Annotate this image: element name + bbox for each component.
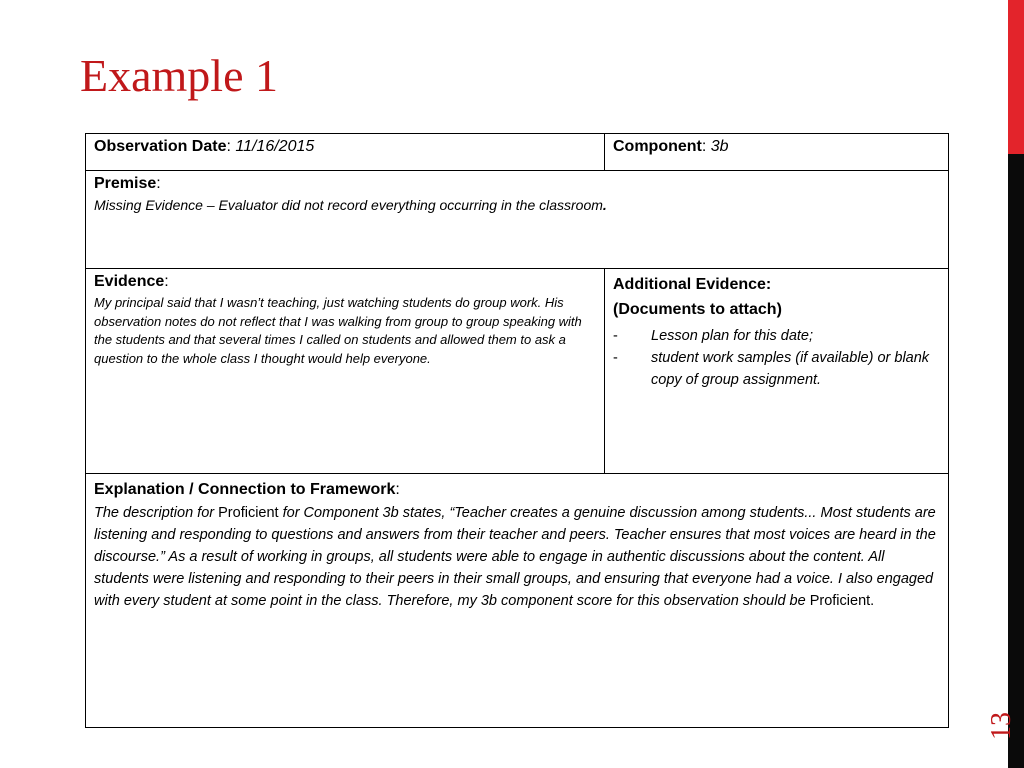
observation-date-value: 11/16/2015 [235,138,315,155]
documents-label: (Documents to attach) [613,301,782,318]
premise-cell: Premise: Missing Evidence – Evaluator did not record everything occurring in the classroom. [86,171,949,269]
component-value: 3b [710,138,729,155]
component-label: Component [613,138,702,155]
evidence-cell: Evidence: My principal said that I wasn’t teaching, just watching students do group work. His observation notes do not reflect that I was walking from group to group speaking with the students and that several times I called on students and allowed them to ask a question to the whole class I thought would help everyone. [86,269,605,474]
sidebar-bar [1008,154,1024,768]
explanation-cell: Explanation / Connection to Framework: The description for Proficient for Component 3b states, “Teacher creates a genuine discussion among students... Most students are listening and responding to questions and answers from their teacher and peers. Teacher ensures that most voices are heard in the discourse.” As a result of working in groups, all students were able to engage in authentic discussions about the content. All students were listening and responding to their peers in their small groups, and ensuring that everyone had a voice. I also engaged with every student at some point in the class. Therefore, my 3b component score for this observation should be Proficient. [86,474,949,728]
component-cell: Component: 3b [605,134,949,171]
slide-title: Example 1 [80,50,278,101]
accent-bar [1008,0,1024,154]
observation-table [85,133,949,728]
list-item: - Lesson plan for this date; [613,328,814,344]
explanation-label: Explanation / Connection to Framework [94,481,396,498]
explanation-text: The description for Proficient for Component 3b states, “Teacher creates a genuine discussion among students... Most students are listening and responding to questions and answers from their teacher and peers. Teacher ensures that most voices are heard in the discourse.” As a result of working in groups, all students were able to engage in authentic discussions about the content. All students were listening and responding to their peers in their small groups, and ensuring that everyone had a voice. I also engaged with every student at some point in the class. Therefore, my 3b component score for this observation should be Proficient. [94,505,936,609]
documents-list [613,325,940,391]
evidence-text: My principal said that I wasn’t teaching, just watching students do group work. His observation notes do not reflect that I was walking from group to group speaking with the students and that several times I called on students and allowed them to ask a question to the whole class I thought would help everyone. [94,295,582,366]
additional-evidence-cell [605,269,949,474]
observation-date-cell: Observation Date: 11/16/2015 [86,134,605,171]
list-item: - student work samples (if available) or blank copy of group assignment. [613,350,930,388]
premise-label: Premise [94,175,157,192]
observation-date-label: Observation Date [94,138,227,155]
evidence-label: Evidence [94,273,165,290]
page-number: 13 [986,712,1017,740]
premise-text: Missing Evidence – Evaluator did not record everything occurring in the classroom [94,197,603,213]
additional-evidence-label: Additional Evidence: [613,276,772,293]
